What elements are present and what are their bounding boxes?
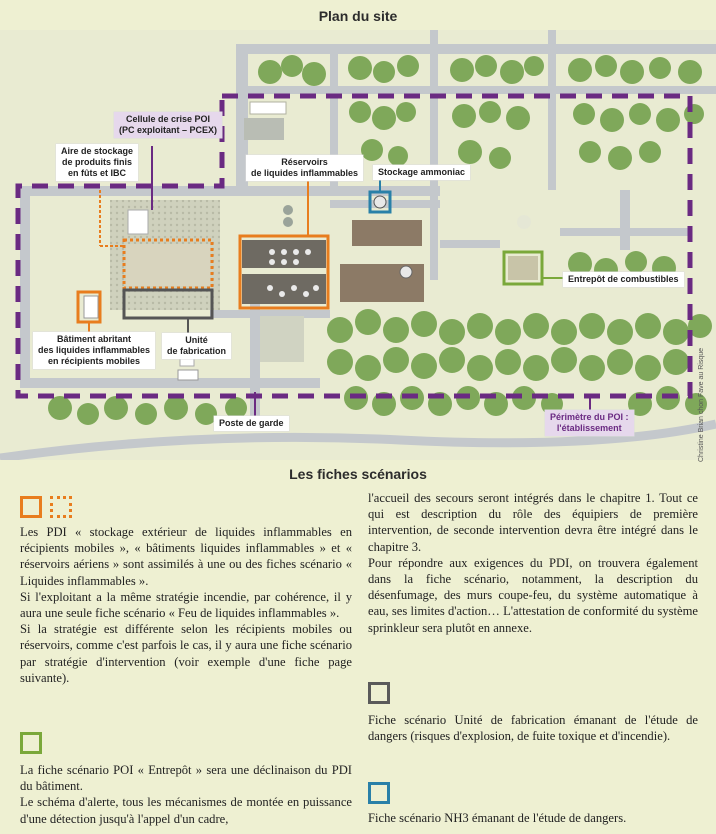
label-line: (PC exploitant – PCEX): [119, 125, 218, 135]
label-line: en fûts et IBC: [68, 168, 127, 178]
label-line: Périmètre du POI :: [550, 412, 629, 422]
paragraph: Fiche scénario Unité de fabrication émanant de l'étude de dangers (risques d'explosion, de fuite toxique et d'incendie).: [368, 713, 698, 744]
label-line: de liquides inflammables: [251, 168, 359, 178]
left-column-block-2: [20, 762, 352, 827]
paragraph: Le schéma d'alerte, tous les mécanismes de montée en puissance d'une détection jusqu'à l'appel d'un cadre,: [20, 795, 352, 826]
right-column-block-1: [368, 490, 698, 636]
label-line: de fabrication: [167, 346, 227, 356]
paragraph: La fiche scénario POI « Entrepôt » sera une déclinaison du PDI du bâtiment.: [20, 763, 352, 794]
orange-square-icon: [20, 496, 42, 518]
label-line: Aire de stockage: [61, 146, 134, 156]
label-line: des liquides inflammables: [38, 345, 151, 355]
unite-label: [162, 333, 231, 359]
right-column-block-2: [368, 712, 698, 744]
label-line: en récipients mobiles: [48, 356, 141, 366]
photo-credit: Christine Brian chon Fave au Risque: [698, 347, 705, 462]
reservoirs-label: [246, 155, 363, 181]
left-column-block-1: [20, 524, 352, 686]
perimetre-label: [545, 410, 634, 436]
section-title: Les fiches scénarios: [289, 466, 427, 482]
label-line: Réservoirs: [281, 157, 328, 167]
poste-garde-label: Poste de garde: [214, 416, 289, 431]
label-line: Cellule de crise POI: [125, 114, 211, 124]
paragraph: Si la stratégie est différente selon les récipients mobiles ou réservoirs, comme c'est parfois le cas, il y aura une fiche scénario par stratégie d'intervention (voir exemple d'une fiche page suivante).: [20, 622, 352, 685]
orange-dotted-square-icon: [50, 496, 72, 518]
label-line: l'établissement: [556, 423, 622, 433]
batiment-label: [33, 332, 155, 369]
teal-square-icon: [368, 782, 390, 804]
label-line: de produits finis: [62, 157, 133, 167]
page-title: Plan du site: [318, 8, 398, 24]
right-column-block-3: [368, 810, 698, 826]
paragraph: Les PDI « stockage extérieur de liquides inflammables en récipients mobiles », « bâtiments liquides inflammables » et « réservoirs aériens » sont assimilés à une ou des fiches scénario « Liquides inflammables ».: [20, 525, 352, 588]
paragraph: l'accueil des secours seront intégrés dans le chapitre 1. Tout ce qui est description du rôle des équipiers de première intervention, de seconde intervention devra être intégré dans le chapitre 3.: [368, 491, 698, 554]
paragraph: Si l'exploitant a la même stratégie incendie, par cohérence, il y aura une seule fiche scénario « Feu de liquides inflammables ».: [20, 589, 352, 621]
entrepot-label: Entrepôt de combustibles: [563, 272, 684, 287]
label-line: Unité: [185, 335, 208, 345]
grey-square-icon: [368, 682, 390, 704]
green-square-icon: [20, 732, 42, 754]
cellule-crise-label: [114, 112, 222, 138]
aire-stockage-label: [56, 144, 138, 181]
paragraph: Fiche scénario NH3 émanant de l'étude de dangers.: [368, 811, 627, 825]
stockage-ammoniac-label: Stockage ammoniac: [373, 165, 470, 180]
paragraph: Pour répondre aux exigences du PDI, on trouvera également dans la fiche scénario, notamment, la description du désenfumage, des murs coupe-feu, du système automatique à eau, ses limites d'action… L'attestation de conformité du système sprinkleur sera plutôt en annexe.: [368, 555, 698, 635]
label-line: Bâtiment abritant: [57, 334, 132, 344]
site-map: [0, 30, 716, 460]
